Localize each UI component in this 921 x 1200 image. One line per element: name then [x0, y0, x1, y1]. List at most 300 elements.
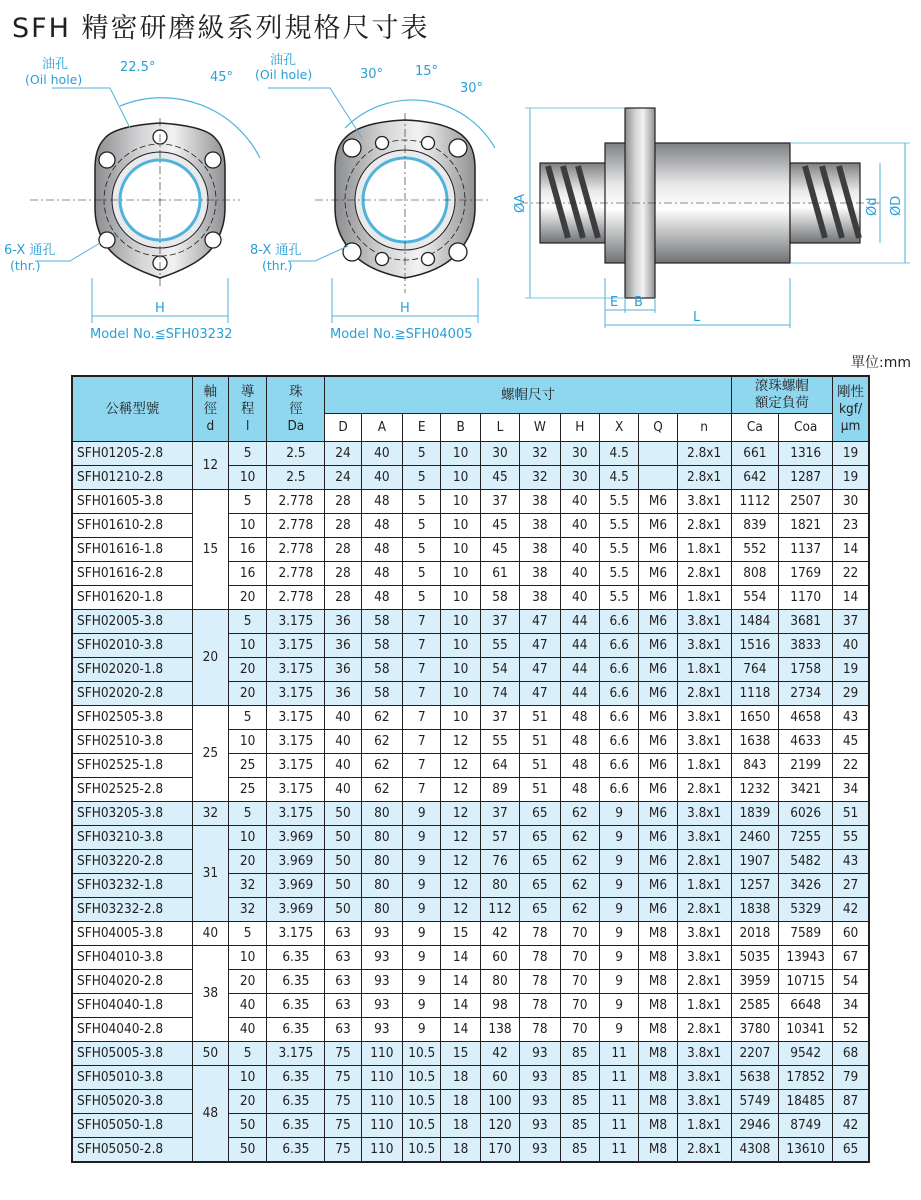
value-cell: 170	[480, 1138, 519, 1163]
value-cell: 10	[441, 706, 480, 730]
value-cell: 12	[441, 754, 480, 778]
angle-label-2: 15°	[415, 64, 439, 79]
value-cell: 55	[480, 730, 519, 754]
dim-d-label: Ød	[865, 197, 880, 216]
value-cell: 1758	[779, 658, 833, 682]
value-cell: 1118	[731, 682, 779, 706]
value-cell: M6	[639, 826, 677, 850]
value-cell: 1316	[779, 442, 833, 466]
value-cell: 63	[325, 970, 361, 994]
value-cell: 80	[361, 826, 402, 850]
value-cell: 5	[403, 466, 441, 490]
value-cell: 1112	[731, 490, 779, 514]
value-cell: 9	[403, 802, 441, 826]
model-cell: SFH03210-3.8	[72, 826, 192, 850]
model-cell: SFH02005-3.8	[72, 610, 192, 634]
shaft-diameter-cell: 15	[192, 490, 228, 610]
value-cell: 78	[520, 946, 560, 970]
model-cell: SFH02510-3.8	[72, 730, 192, 754]
shaft-diameter-cell: 50	[192, 1042, 228, 1066]
value-cell: 58	[361, 682, 402, 706]
value-cell: 58	[480, 586, 519, 610]
angle-label-2: 45°	[210, 70, 234, 85]
table-body	[72, 442, 869, 1163]
value-cell: 3.175	[267, 610, 325, 634]
table-row	[72, 1114, 869, 1138]
value-cell: 5	[228, 442, 266, 466]
value-cell: 40	[325, 754, 361, 778]
value-cell: 14	[441, 970, 480, 994]
value-cell: 60	[833, 922, 869, 946]
value-cell: 5749	[731, 1090, 779, 1114]
value-cell: 5.5	[599, 562, 638, 586]
value-cell: 9	[599, 1018, 638, 1042]
value-cell: 80	[480, 970, 519, 994]
value-cell: 12	[441, 826, 480, 850]
value-cell: 10	[441, 466, 480, 490]
shaft-diameter-cell: 20	[192, 610, 228, 706]
value-cell: 3.8x1	[677, 1042, 731, 1066]
value-cell: M6	[639, 586, 677, 610]
value-cell: 10	[441, 610, 480, 634]
oil-hole-label-cn: 油孔	[42, 57, 69, 72]
value-cell: 55	[480, 634, 519, 658]
value-cell: 1.8x1	[677, 586, 731, 610]
value-cell: M6	[639, 490, 677, 514]
value-cell: 9	[599, 874, 638, 898]
model-cell: SFH05020-3.8	[72, 1090, 192, 1114]
value-cell: 65	[520, 850, 560, 874]
value-cell: 37	[480, 610, 519, 634]
value-cell: 34	[833, 994, 869, 1018]
value-cell: 29	[833, 682, 869, 706]
value-cell: 2199	[779, 754, 833, 778]
value-cell: 8749	[779, 1114, 833, 1138]
value-cell: 38	[520, 490, 560, 514]
header-rigidity: 剛性 kgf/ μm	[833, 376, 869, 442]
value-cell: 7	[403, 658, 441, 682]
value-cell: 62	[560, 874, 599, 898]
value-cell: 70	[560, 1018, 599, 1042]
value-cell: 3.175	[267, 922, 325, 946]
table-row	[72, 706, 869, 730]
value-cell: 2.5	[267, 466, 325, 490]
value-cell: 2585	[731, 994, 779, 1018]
value-cell: 68	[833, 1042, 869, 1066]
model-cell: SFH03205-3.8	[72, 802, 192, 826]
dim-outer-d-label: ØD	[889, 195, 904, 216]
value-cell: 25	[228, 754, 266, 778]
value-cell: M8	[639, 1042, 677, 1066]
table-row	[72, 778, 869, 802]
value-cell: 120	[480, 1114, 519, 1138]
value-cell: 24	[325, 442, 361, 466]
value-cell: 5	[403, 586, 441, 610]
value-cell: 9	[403, 946, 441, 970]
value-cell: 110	[361, 1042, 402, 1066]
value-cell: 3.175	[267, 802, 325, 826]
value-cell: 45	[480, 538, 519, 562]
value-cell: 93	[520, 1138, 560, 1163]
value-cell: 40	[325, 730, 361, 754]
value-cell: 32	[520, 466, 560, 490]
value-cell: 10	[441, 634, 480, 658]
value-cell: 12	[441, 898, 480, 922]
value-cell: 19	[833, 466, 869, 490]
table-row	[72, 1018, 869, 1042]
value-cell: M8	[639, 1114, 677, 1138]
value-cell: 5	[228, 922, 266, 946]
value-cell: 2.5	[267, 442, 325, 466]
value-cell: 6.6	[599, 682, 638, 706]
value-cell: M8	[639, 1018, 677, 1042]
value-cell: 5.5	[599, 586, 638, 610]
flange-diagram-8-hole	[250, 52, 495, 342]
value-cell: 1287	[779, 466, 833, 490]
value-cell: 3.175	[267, 754, 325, 778]
value-cell: 7255	[779, 826, 833, 850]
value-cell: 78	[520, 970, 560, 994]
value-cell: 11	[599, 1114, 638, 1138]
value-cell: 51	[520, 706, 560, 730]
value-cell: 1484	[731, 610, 779, 634]
value-cell: 24	[325, 466, 361, 490]
value-cell: 47	[520, 610, 560, 634]
value-cell: 32	[228, 874, 266, 898]
value-cell: 45	[833, 730, 869, 754]
value-cell: 78	[520, 1018, 560, 1042]
value-cell: 40	[325, 706, 361, 730]
value-cell: 28	[325, 538, 361, 562]
shaft-diameter-cell: 40	[192, 922, 228, 946]
value-cell: 1232	[731, 778, 779, 802]
value-cell: 93	[361, 970, 402, 994]
value-cell: 20	[228, 658, 266, 682]
value-cell: 48	[560, 754, 599, 778]
value-cell: 65	[520, 874, 560, 898]
value-cell: M8	[639, 1138, 677, 1163]
value-cell: 55	[833, 826, 869, 850]
value-cell: 18	[441, 1066, 480, 1090]
value-cell: 50	[325, 874, 361, 898]
value-cell: M8	[639, 1066, 677, 1090]
value-cell: 2.8x1	[677, 466, 731, 490]
value-cell: 10.5	[403, 1090, 441, 1114]
model-cell: SFH01616-2.8	[72, 562, 192, 586]
value-cell: 2.778	[267, 514, 325, 538]
model-cell: SFH02020-2.8	[72, 682, 192, 706]
angle-label-1: 22.5°	[120, 60, 156, 75]
value-cell: 38	[520, 586, 560, 610]
value-cell: 70	[560, 922, 599, 946]
value-cell: 62	[361, 778, 402, 802]
value-cell: 34	[833, 778, 869, 802]
angle-label-3: 30°	[460, 81, 484, 96]
value-cell: 62	[560, 850, 599, 874]
value-cell: 43	[833, 706, 869, 730]
header-col: X	[599, 414, 638, 442]
value-cell: 58	[361, 610, 402, 634]
dim-a-label: ØA	[513, 193, 528, 213]
value-cell: 57	[480, 826, 519, 850]
value-cell: 4658	[779, 706, 833, 730]
value-cell: 2.8x1	[677, 682, 731, 706]
value-cell: 63	[325, 922, 361, 946]
value-cell: 93	[520, 1066, 560, 1090]
value-cell: 7	[403, 610, 441, 634]
value-cell: 48	[361, 586, 402, 610]
value-cell: M8	[639, 970, 677, 994]
value-cell: 2.8x1	[677, 898, 731, 922]
value-cell: 93	[361, 922, 402, 946]
value-cell: 2946	[731, 1114, 779, 1138]
value-cell: 5035	[731, 946, 779, 970]
value-cell: 38	[520, 562, 560, 586]
value-cell: 12	[441, 850, 480, 874]
value-cell: M8	[639, 922, 677, 946]
unit-label: 單位:mm	[851, 355, 911, 371]
value-cell: 3.8x1	[677, 634, 731, 658]
value-cell: M6	[639, 706, 677, 730]
value-cell: 22	[833, 754, 869, 778]
value-cell: 1257	[731, 874, 779, 898]
model-cell: SFH02505-3.8	[72, 706, 192, 730]
value-cell: 6.6	[599, 778, 638, 802]
model-cell: SFH01616-1.8	[72, 538, 192, 562]
value-cell: 30	[480, 442, 519, 466]
value-cell: 48	[361, 490, 402, 514]
value-cell: 2.8x1	[677, 1138, 731, 1163]
value-cell: 2.8x1	[677, 442, 731, 466]
value-cell: 15	[441, 922, 480, 946]
value-cell: 7	[403, 682, 441, 706]
value-cell: M8	[639, 946, 677, 970]
value-cell: 6.35	[267, 994, 325, 1018]
value-cell: M6	[639, 682, 677, 706]
value-cell: 3.8x1	[677, 922, 731, 946]
value-cell: 13610	[779, 1138, 833, 1163]
value-cell: 10	[228, 826, 266, 850]
value-cell: 45	[480, 466, 519, 490]
value-cell: 10	[228, 1066, 266, 1090]
table-row	[72, 802, 869, 826]
value-cell: 5	[228, 490, 266, 514]
value-cell: 14	[441, 1018, 480, 1042]
header-col: E	[403, 414, 441, 442]
value-cell: 9	[403, 922, 441, 946]
dim-l-label: L	[693, 310, 701, 325]
value-cell: 554	[731, 586, 779, 610]
value-cell: 6.35	[267, 1114, 325, 1138]
value-cell: M6	[639, 778, 677, 802]
flange-diagram-6-hole	[4, 56, 260, 342]
value-cell: 63	[325, 946, 361, 970]
value-cell: 3.175	[267, 682, 325, 706]
value-cell: 11	[599, 1138, 638, 1163]
value-cell: 89	[480, 778, 519, 802]
value-cell: 9	[599, 802, 638, 826]
value-cell: 6648	[779, 994, 833, 1018]
value-cell: 11	[599, 1090, 638, 1114]
header-load: 滾珠螺帽 額定負荷	[731, 376, 833, 414]
value-cell: 32	[228, 898, 266, 922]
table-row	[72, 754, 869, 778]
value-cell: 54	[833, 970, 869, 994]
model-cell: SFH03220-2.8	[72, 850, 192, 874]
table-row	[72, 586, 869, 610]
value-cell: 36	[325, 610, 361, 634]
value-cell: M6	[639, 850, 677, 874]
value-cell: 28	[325, 586, 361, 610]
model-note-left: Model No.≦SFH03232	[90, 327, 233, 342]
value-cell: 48	[560, 730, 599, 754]
value-cell: 93	[361, 994, 402, 1018]
model-cell: SFH04040-2.8	[72, 1018, 192, 1042]
value-cell: 62	[560, 802, 599, 826]
value-cell: 38	[520, 514, 560, 538]
value-cell: 28	[325, 562, 361, 586]
value-cell: 3.8x1	[677, 946, 731, 970]
value-cell: 54	[480, 658, 519, 682]
value-cell: 80	[361, 898, 402, 922]
header-col: A	[361, 414, 402, 442]
model-note-middle: Model No.≧SFH04005	[330, 327, 473, 342]
value-cell: 79	[833, 1066, 869, 1090]
holes-label-en: (thr.)	[262, 258, 293, 273]
value-cell: M6	[639, 514, 677, 538]
value-cell: 10	[228, 730, 266, 754]
value-cell: 28	[325, 490, 361, 514]
value-cell: 3.8x1	[677, 490, 731, 514]
table-row	[72, 922, 869, 946]
shaft-diameter-cell: 32	[192, 802, 228, 826]
value-cell: 3959	[731, 970, 779, 994]
header-nut: 螺帽尺寸	[325, 376, 731, 414]
value-cell: 9	[403, 874, 441, 898]
value-cell: 93	[520, 1090, 560, 1114]
value-cell: 9	[403, 1018, 441, 1042]
value-cell: 48	[361, 514, 402, 538]
value-cell: 6.35	[267, 970, 325, 994]
value-cell: 10	[441, 514, 480, 538]
header-col: D	[325, 414, 361, 442]
value-cell: 3.969	[267, 874, 325, 898]
table-row	[72, 1090, 869, 1114]
value-cell: 51	[520, 754, 560, 778]
header-model: 公稱型號	[72, 376, 192, 442]
value-cell: 93	[520, 1042, 560, 1066]
table-row	[72, 658, 869, 682]
value-cell: 9	[599, 898, 638, 922]
value-cell: 47	[520, 634, 560, 658]
value-cell: 110	[361, 1066, 402, 1090]
value-cell: 3421	[779, 778, 833, 802]
model-cell: SFH02010-3.8	[72, 634, 192, 658]
value-cell: 85	[560, 1114, 599, 1138]
value-cell: 3.175	[267, 706, 325, 730]
value-cell: 48	[361, 538, 402, 562]
value-cell: 67	[833, 946, 869, 970]
value-cell: 12	[441, 802, 480, 826]
oil-hole-label-en: (Oil hole)	[25, 72, 83, 87]
value-cell: 16	[228, 562, 266, 586]
value-cell: M8	[639, 994, 677, 1018]
value-cell: 7589	[779, 922, 833, 946]
value-cell: 10	[441, 442, 480, 466]
value-cell: 2207	[731, 1042, 779, 1066]
value-cell: 843	[731, 754, 779, 778]
value-cell: 6.35	[267, 946, 325, 970]
dim-e-label: E	[610, 295, 619, 310]
value-cell: 1839	[731, 802, 779, 826]
value-cell: 7	[403, 754, 441, 778]
value-cell: 2.8x1	[677, 562, 731, 586]
value-cell: 18	[441, 1090, 480, 1114]
value-cell: 20	[228, 850, 266, 874]
value-cell: 2.8x1	[677, 778, 731, 802]
value-cell: 1.8x1	[677, 874, 731, 898]
value-cell	[639, 442, 677, 466]
table-row	[72, 946, 869, 970]
value-cell: 661	[731, 442, 779, 466]
value-cell: M6	[639, 634, 677, 658]
value-cell: 9	[599, 970, 638, 994]
model-cell: SFH04020-2.8	[72, 970, 192, 994]
value-cell: 5.5	[599, 490, 638, 514]
value-cell: 80	[361, 850, 402, 874]
value-cell: 60	[480, 946, 519, 970]
table-row	[72, 874, 869, 898]
value-cell: 70	[560, 994, 599, 1018]
table-row	[72, 514, 869, 538]
value-cell: 5329	[779, 898, 833, 922]
value-cell: 48	[560, 706, 599, 730]
value-cell: 30	[833, 490, 869, 514]
value-cell: 85	[560, 1090, 599, 1114]
value-cell: 20	[228, 682, 266, 706]
value-cell: 7	[403, 730, 441, 754]
table-row	[72, 826, 869, 850]
shaft-diameter-cell: 31	[192, 826, 228, 922]
value-cell: 1.8x1	[677, 538, 731, 562]
value-cell: 20	[228, 1090, 266, 1114]
value-cell: 64	[480, 754, 519, 778]
header-shaft: 軸 徑 d	[192, 376, 228, 442]
value-cell: M6	[639, 730, 677, 754]
angle-label-1: 30°	[360, 67, 384, 82]
value-cell: 1650	[731, 706, 779, 730]
value-cell: 6.6	[599, 658, 638, 682]
value-cell: 4.5	[599, 466, 638, 490]
value-cell: 808	[731, 562, 779, 586]
value-cell: 2.778	[267, 586, 325, 610]
value-cell: 10.5	[403, 1138, 441, 1163]
technical-diagrams	[0, 48, 921, 348]
value-cell: 5	[228, 802, 266, 826]
value-cell: 14	[833, 538, 869, 562]
value-cell: 9	[403, 970, 441, 994]
value-cell: 1821	[779, 514, 833, 538]
value-cell: 40	[361, 442, 402, 466]
value-cell: 98	[480, 994, 519, 1018]
value-cell: 6.6	[599, 754, 638, 778]
table-row	[72, 994, 869, 1018]
value-cell: 15	[441, 1042, 480, 1066]
value-cell: 2.8x1	[677, 514, 731, 538]
value-cell: 40	[833, 634, 869, 658]
value-cell: 4633	[779, 730, 833, 754]
value-cell: 40	[560, 490, 599, 514]
